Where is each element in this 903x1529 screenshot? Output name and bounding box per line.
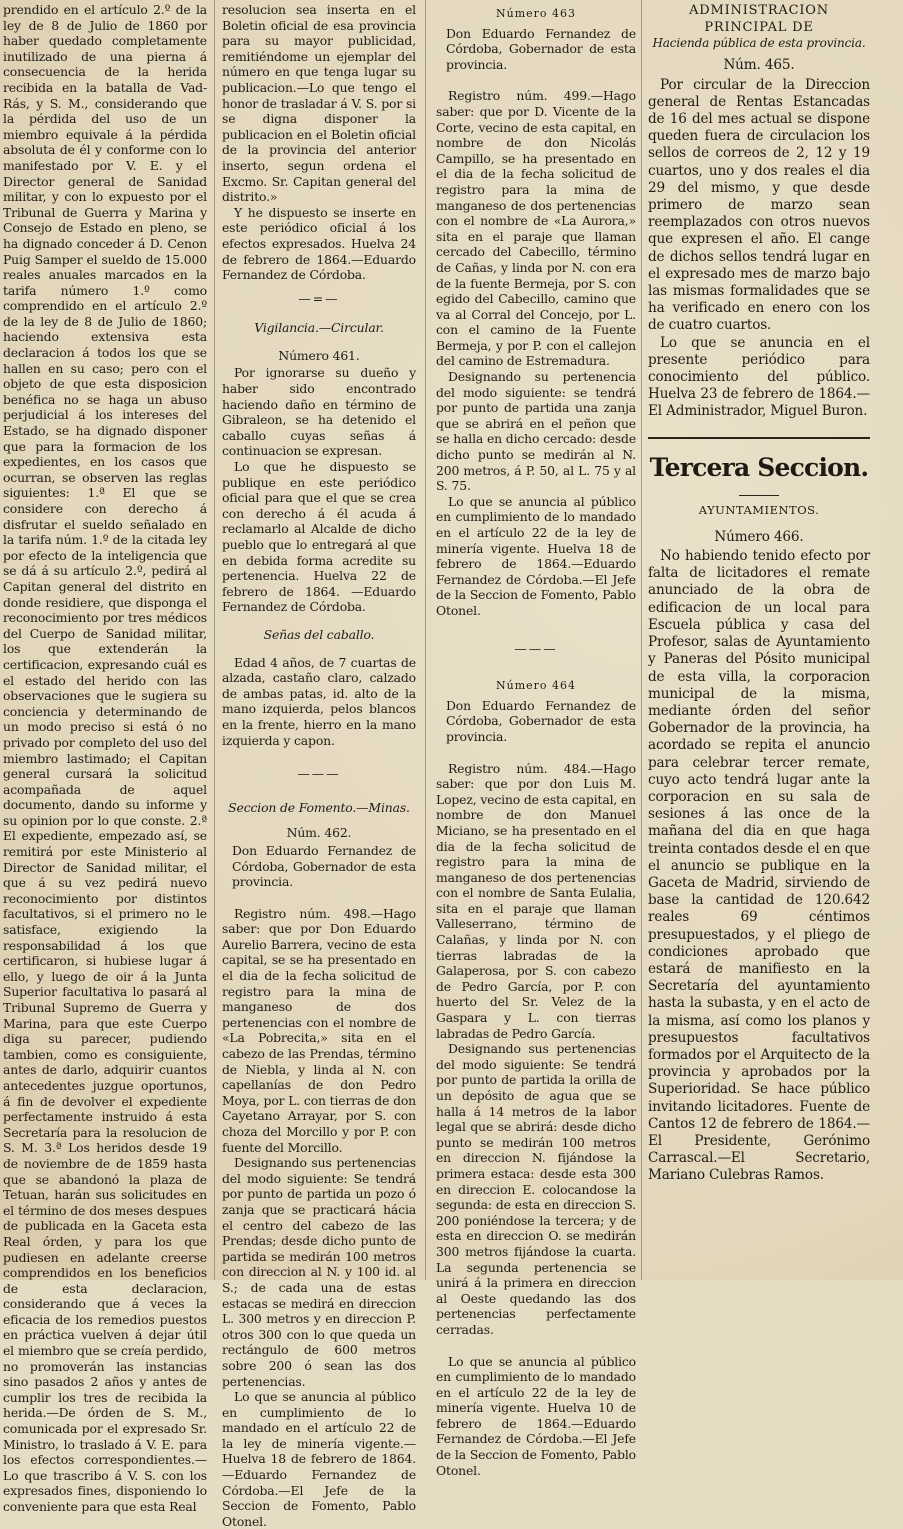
column-3	[436, 2, 636, 1478]
paragraph: Designando sus pertenencias del modo siguiente: Se tendrá por punto de partida la orilla de un depósito de agua que se halla á 14 metros de la labor legal que se abrirá: desde dicho punto se medirán 100 metros en direccion N. fijándose la primera estaca: desde esta 300 en direccion E. colocandose la segunda: de esta en direccion S. 200 poniéndose la tercera; y de esta en direccion O. se medirán 300 metros fijándose la cuarta. La segunda pertenencia se unirá á la primera en direccion al Oeste quedando las dos pertenencias perfectamente cerradas.	[436, 1041, 636, 1337]
column-rule	[214, 0, 215, 1280]
paragraph: Designando sus pertenencias del modo siguiente: Se tendrá por punto de partida un pozo ó zanja que se practicará hácia el centro del cabezo de las Prendas; desde dicho punto de partida se medirán 100 metros con direccion al N. y 100 id. al S.; de cada una de estas estacas se medirá en direccion L. 300 metros y en direccion P. otros 300 con lo que queda un rectángulo de 600 metros sobre 200 ó sean las dos pertenencias.	[222, 1155, 416, 1389]
paragraph: Lo que he dispuesto se publique en este periódico oficial para que el que se crea con derecho á él acuda á reclamarlo al Alcalde de dicho pueblo que lo entregará al que en debida forma acredite su pertenencia. Huelva 22 de febrero de 1864. —Eduardo Fernandez de Córdoba.	[222, 459, 416, 615]
column-rule	[641, 0, 642, 1280]
divider	[739, 495, 779, 496]
paragraph: Edad 4 años, de 7 cuartas de alzada, castaño claro, calzado de ambas patas, id. alto de la mano izquierda, pelos blancos en la frente, hierro en la mano izquierda y capon.	[222, 654, 416, 748]
paragraph: Registro núm. 499.—Hago saber: que por D. Vicente de la Corte, vecino de esta capital, en nombre de don Nicolás Campillo, se ha presentado en el dia de la fecha solicitud de registro para la mina de manganeso de dos pertenencias con el nombre de «La Aurora,» sita en el paraje que llaman cercado del Cabecillo, término de Cañas, y linda por N. con era de la fuente Bermeja, por S. con egido del Cabecillo, camino que va al Corral del Concejo, por L. con el camino de la Fuente Bermeja, y por P. con el callejon del camino de Estremadura.	[436, 88, 636, 369]
notice-number: Número 464	[495, 679, 577, 693]
paragraph: Registro núm. 484.—Hago saber: que por don Luis M. Lopez, vecino de esta capital, en nombre de don Manuel Miciano, se ha presentado en el dia de la fecha solicitud de registro para la mina de manganeso de dos pertenencias con el nombre de Santa Eulalia, sita en el paraje que llaman Valleserrano, término de Calañas, y linda por N. con tierras labradas de la Galaperosa, por S. con cabezo de Pedro García, por P. con huerto del Sr. Velez de la Gaspara y L. con tierras labradas de Pedro García.	[436, 760, 636, 1041]
administration-heading: ADMINISTRACION PRINCIPAL DE	[689, 3, 829, 36]
divider	[648, 437, 870, 439]
spacer	[436, 72, 636, 88]
paragraph: Por circular de la Direccion general de Rentas Estancadas de 16 del mes actual se dispone queden fuera de circulacion los sellos de correos de 2, 12 y 19 cuartos, uno y dos reales el dia 29 del mismo, y que desde primero de marzo sean reemplazados con otros nuevos que expresen el año. El cange de dichos sellos tendrá lugar en el expresado mes de marzo bajo las mismas formalidades que se ha verificado en enero con los de cuatro cuartos.	[648, 76, 870, 334]
column-rule	[425, 0, 426, 1280]
paragraph: Lo que se anuncia al público en cumplimiento de lo mandado en el artículo 22 de la ley de minería vigente. Huelva 18 de febrero de 1864.—Eduardo Fernandez de Córdoba.—El Jefe de la Seccion de Fomento, Pablo Otonel.	[436, 493, 636, 618]
notice-number: Núm. 462.	[286, 825, 352, 841]
spacer	[436, 1338, 636, 1354]
separator: —=—	[298, 290, 340, 306]
notice-number: Núm. 465.	[723, 57, 795, 74]
separator: ———	[297, 766, 341, 782]
paragraph: Don Eduardo Fernandez de Córdoba, Gobernador de esta provincia.	[446, 697, 636, 744]
column-4	[648, 2, 870, 1278]
administration-subheading: Hacienda pública de esta provincia.	[652, 36, 866, 51]
paragraph: Registro núm. 498.—Hago saber: que por Don Eduardo Aurelio Barrera, vecino de esta capital, se se ha presentado en el dia de la fecha solicitud de registro para la mina de manganeso de dos pertenencias con el nombre de «La Pobrecita,» sita en el cabezo de las Prendas, término de Niebla, y linda al N. con capellanías de don Pedro Moya, por L. con tierras de don Cayetano Arrayar, por S. con choza del Morcillo y por P. con fuente del Morcillo.	[222, 905, 416, 1155]
section-heading-senas: Señas del caballo.	[263, 626, 375, 642]
royal-order-text: prendido en el artículo 2.º de la ley de 8 de Julio de 1860 por haber quedado completamente inutilizado de una pierna á consecuencia de la herida recibida en la batalla de Vad-Rás, y S. M., considerando que la pérdida del uso de un miembro equivale á la pérdida absoluta de él y conforme con lo manifestado por V. E. y el Director general de Sanidad militar, y con lo expuesto por el Tribunal de Guerra y Marina y Consejo de Estado en pleno, se ha dignado conceder á D. Cenon Puig Samper el sueldo de 15.000 reales anuales marcados en la tarifa número 1.º como comprendido en el artículo 2.º de la ley de 8 de Julio de 1860; haciendo extensiva esta declaracion á todos los que se hallen en su caso; pero con el objeto de que esta disposicion benéfica no se haga un abuso perjudicial á los intereses del Estado, se ha dignado disponer que para la formacion de los expedientes, en los casos que ocurran, se observen las reglas siguientes: 1.ª El que se considere con derecho á disfrutar el sueldo señalado en la tarifa núm. 1.º de la citada ley por efecto de la inteligencia que se dá á su artículo 2.º, pedirá al Capitan general del distrito en donde residiere, que disponga el reconocimiento por tres médicos del Cuerpo de Sanidad militar, los que extenderán la certificacion, expresando cuál es el estado del herido con las observaciones que le sugiera su conciencia y determinando de un modo preciso si está ó no privado por completo del uso del miembro lastimado; el Capitan general cursará la solicitud acompañada de aquel documento, dando su informe y su opinion por lo que conste. 2.ª El expediente, empezado así, se remitirá por este Ministerio al Director de Sanidad militar, el que á su vez pedirá nuevo reconocimiento por distintos facultativos, si el primero no le satisface, exigiendo la responsabilidad á los que certificaron, si hubiese lugar á ello, y luego de oir á la Junta Superior facultativa lo pasará al Tribunal Supremo de Guerra y Marina, para que este Cuerpo diga su parecer, pudiendo tambien, como es consiguiente, antes de darlo, adquirir cuantos antecedentes juzgue oportunos, á fin de devolver el expediente perfectamente instruido á esta Secretaría para la resolucion de S. M. 3.ª Los heridos desde 19 de noviembre de de 1859 hasta que se abandonó la plaza de Tetuan, harán sus solicitudes en el término de dos meses despues de publicada en la Gaceta esta Real órden, y para los que pudiesen en adelante creerse comprendidos en los beneficios de esta declaracion, considerando que á veces la eficacia de los remedios puestos en práctica vuelven á dejar útil el miembro que se creía perdido, no promoverán las instancias sino pasados 2 años y antes de cumplir los tres de recibida la herida.—De órden de S. M., comunicada por el expresado Sr. Ministro, lo traslado á V. E. para los efectos correspondientes.—Lo que trascribo á V. S. con los expresados fines, disponiendo lo conveniente para que esta Real	[3, 2, 207, 1514]
section-heading-fomento: Seccion de Fomento.—Minas.	[228, 799, 410, 815]
paragraph: resolucion sea inserta en el Boletin oficial de esa provincia para su mayor publicidad, remitiéndome un ejemplar del número en que tenga lugar su publicacion.—Lo que tengo el honor de trasladar á V. S. por si se digna disponer la publicacion en el Boletin oficial de la provincia del anterior inserto, segun ordena el Excmo. Sr. Capitan general del distrito.»	[222, 2, 416, 205]
paragraph: Por ignorarse su dueño y haber sido encontrado haciendo daño en término de Gibraleon, se ha detenido el caballo cuyas señas á continuacion se expresan.	[222, 365, 416, 459]
section-subtitle: AYUNTAMIENTOS.	[698, 502, 820, 517]
paragraph: Lo que se anuncia al público en cumplimiento de lo mandado en el artículo 22 de la ley de minería vigente. Huelva 10 de febrero de 1864.—Eduardo Fernandez de Córdoba.—El Jefe de la Seccion de Fomento, Pablo Otonel.	[436, 1353, 636, 1478]
notice-number: Número 461.	[278, 347, 360, 363]
paragraph: No habiendo tenido efecto por falta de licitadores el remate anunciado de la obra de edificacion de un local para Escuela pública y casa del Profesor, salas de Ayuntamiento y Paneras del Pósito municipal de esta villa, la corporacion municipal de la misma, mediante órden del señor Gobernador de la provincia, ha acordado se repita el anuncio para celebrar tercer remate, cuyo acto tendrá lugar ante la corporacion en su sala de sesiones á las once de la mañana del dia en que haga treinta contados desde el en que el anuncio se publique en la Gaceta de Madrid, sirviendo de base la cantidad de 120.642 reales 69 céntimos presupuestados, y el pliego de condiciones aprobado que estará de manifiesto en la Secretaría del ayuntamiento hasta la subasta, y en el acto de la misma, así como los planos y presupuestos facultativos formados por el Arquitecto de la provincia y aprobados por la Superioridad. Se hace público invitando licitadores. Fuente de Cantos 12 de febrero de 1864.—El Presidente, Gerónimo Carrascal.—El Secretario, Mariano Culebras Ramos.	[648, 548, 870, 1184]
paragraph: Designando su pertenencia del modo siguiente: se tendrá por punto de partida una zanja que se abrirá en el peñon que se halla en dicho cercado: desde dicho punto se medirán al N. 200 metros, á P. 50, al L. 75 y al S. 75.	[436, 369, 636, 494]
column-1	[3, 2, 207, 1514]
paragraph: Don Eduardo Fernandez de Córdoba, Gobernador de esta provincia.	[446, 25, 636, 72]
section-heading-vigilancia: Vigilancia.—Circular.	[254, 320, 384, 336]
spacer	[222, 890, 416, 906]
notice-number: Número 463	[495, 7, 577, 20]
paragraph: Don Eduardo Fernandez de Córdoba, Gobernador de esta provincia.	[232, 842, 416, 890]
paragraph: Y he dispuesto se inserte en este periódico oficial á los efectos expresados. Huelva 24 de febrero de 1864.—Eduardo Fernandez de Córdoba.	[222, 204, 416, 283]
spacer	[436, 745, 636, 761]
notice-number: Número 466.	[714, 528, 804, 545]
section-title: Tercera Seccion.	[649, 452, 869, 482]
paragraph: Lo que se anuncia al público en cumplimiento de lo mandado en el artículo 22 de la ley de minería vigente.—Huelva 18 de febrero de 1864.—Eduardo Fernandez de Córdoba.—El Jefe de la Seccion de Fomento, Pablo Otonel.	[222, 1389, 416, 1529]
column-2	[222, 2, 416, 1529]
separator: ———	[514, 640, 558, 656]
paragraph: Lo que se anuncia en el presente periódico para conocimiento del público. Huelva 23 de febrero de 1864.—El Administrador, Miguel Buron.	[648, 334, 870, 420]
